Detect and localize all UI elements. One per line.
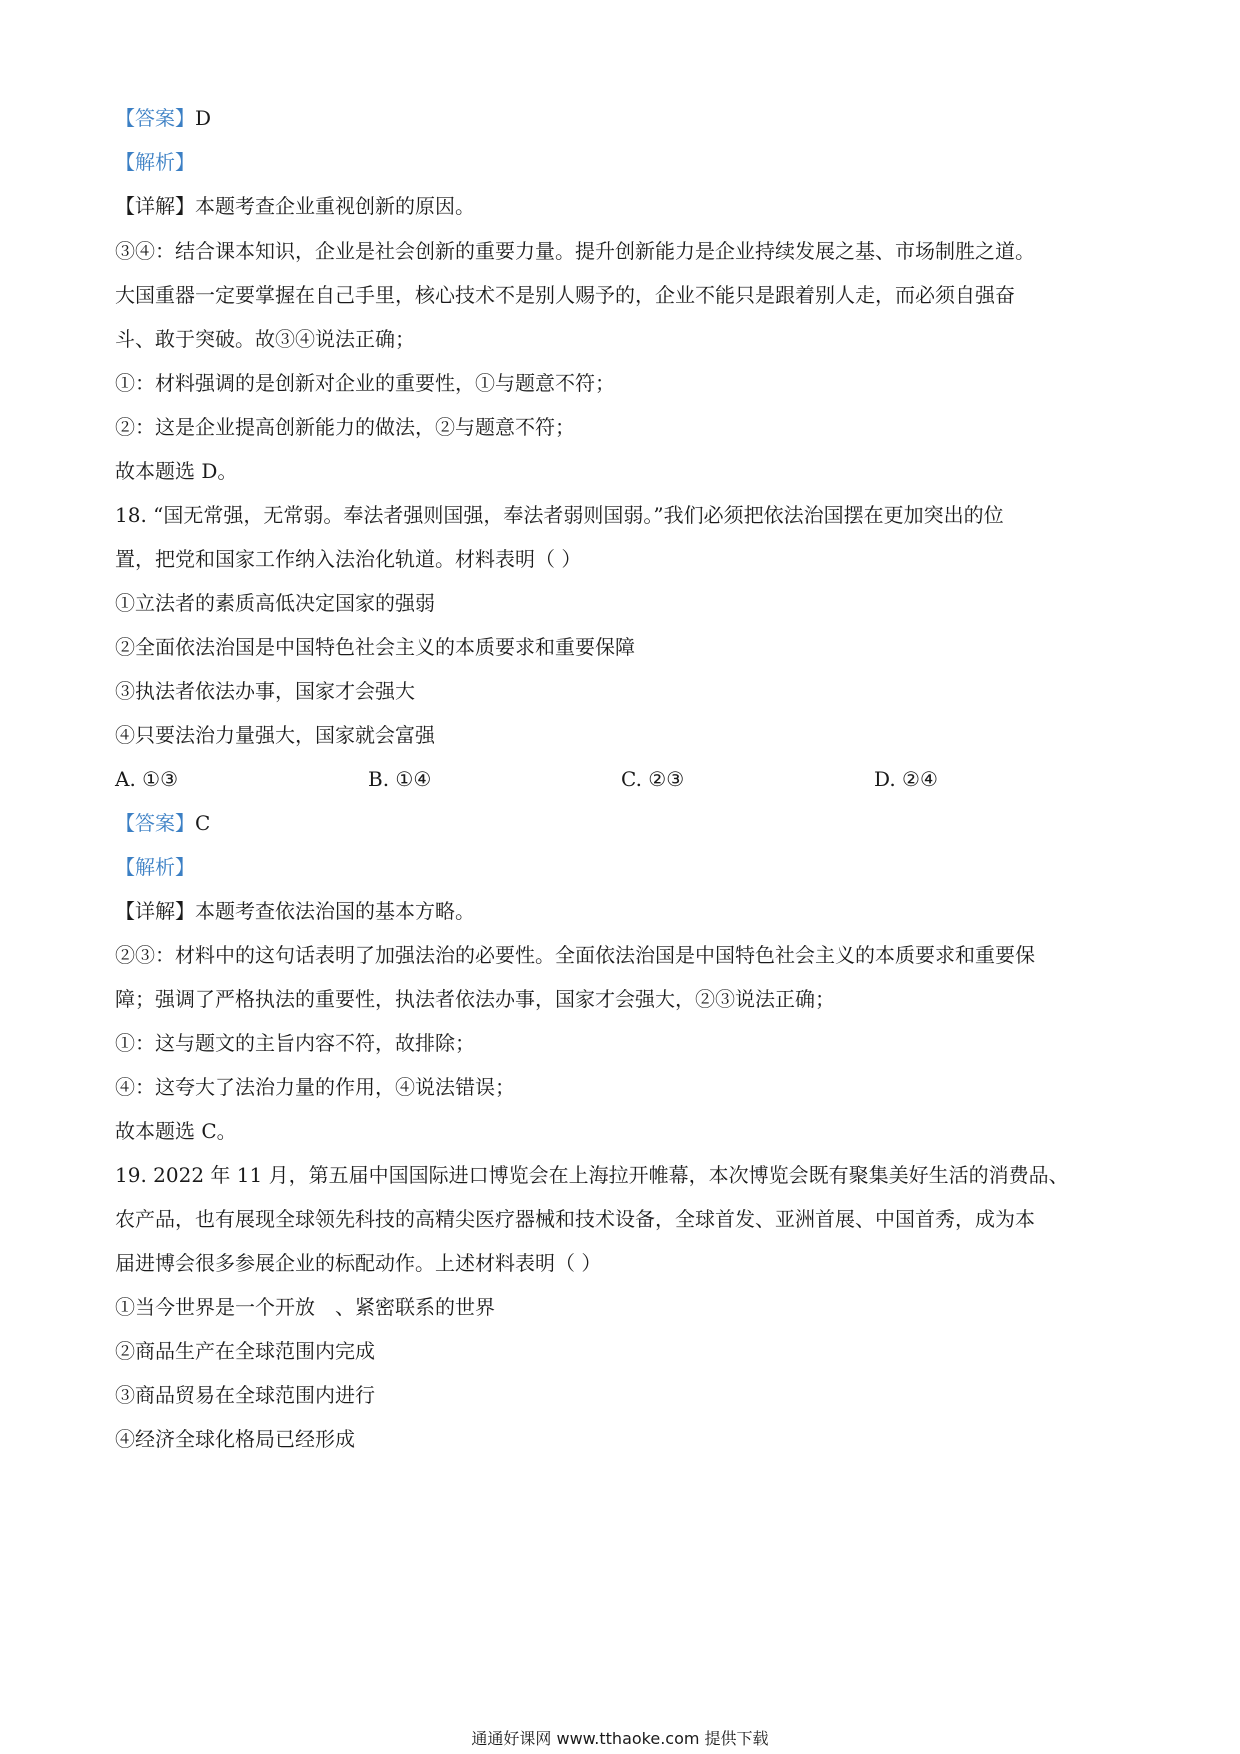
q18-stem: 18. “国无常强，无常弱。奉法者强则国强，奉法者弱则国弱。”我们必须把依法治国摆在更加突出的位 (115, 503, 1004, 527)
q18-line: 故本题选 C。 (115, 1119, 237, 1143)
q17-line: 斗、敢于突破。故③④说法正确； (115, 327, 415, 351)
q18-statement: ①立法者的素质高低决定国家的强弱 (115, 591, 435, 615)
q17-line: 故本题选 D。 (115, 459, 238, 483)
q17-line: ③④：结合课本知识，企业是社会创新的重要力量。提升创新能力是企业持续发展之基、市场制胜之道。 (115, 239, 1035, 263)
detail-tag: 【详解】 (115, 899, 195, 923)
option-b: B. ①④ (368, 767, 432, 791)
option-c: C. ②③ (621, 767, 685, 791)
q18-stem: 置，把党和国家工作纳入法治化轨道。材料表明（ ） (115, 547, 582, 571)
page-footer: 通通好课网 www.tthaoke.com 提供下载 (471, 1729, 769, 1748)
q19-statement: ①当今世界是一个开放 、紧密联系的世界 (115, 1295, 495, 1319)
q17-line: ②：这是企业提高创新能力的做法，②与题意不符； (115, 415, 575, 439)
answer-value: D (195, 106, 212, 130)
answer-tag: 【答案】 (115, 811, 195, 835)
q18-answer (115, 809, 1125, 837)
q19-stem: 届进博会很多参展企业的标配动作。上述材料表明（ ） (115, 1251, 602, 1275)
q17-detail (115, 192, 1125, 220)
detail-text: 本题考查企业重视创新的原因。 (195, 194, 475, 218)
answer-value: C (195, 811, 211, 835)
q18-line: ②③：材料中的这句话表明了加强法治的必要性。全面依法治国是中国特色社会主义的本质要求和重要保 (115, 943, 1035, 967)
q18-statement: ④只要法治力量强大，国家就会富强 (115, 723, 435, 747)
q18-line: ①：这与题文的主旨内容不符，故排除； (115, 1031, 475, 1055)
option-d: D. ②④ (874, 767, 938, 791)
q17-line: ①：材料强调的是创新对企业的重要性，①与题意不符； (115, 371, 615, 395)
q19-stem: 19. 2022 年 11 月，第五届中国国际进口博览会在上海拉开帷幕，本次博览会既有聚集美好生活的消费品、 (115, 1163, 1069, 1187)
q18-line: ④：这夸大了法治力量的作用，④说法错误； (115, 1075, 515, 1099)
q18-analysis-tag: 【解析】 (115, 855, 195, 879)
q19-stem: 农产品，也有展现全球领先科技的高精尖医疗器械和技术设备，全球首发、亚洲首展、中国首秀，成为本 (115, 1207, 1035, 1231)
answer-tag: 【答案】 (115, 106, 195, 130)
option-a: A. ①③ (115, 767, 179, 791)
detail-tag: 【详解】 (115, 194, 195, 218)
q18-line: 障；强调了严格执法的重要性，执法者依法办事，国家才会强大，②③说法正确； (115, 987, 835, 1011)
q19-statement: ④经济全球化格局已经形成 (115, 1427, 355, 1451)
q18-statement: ③执法者依法办事，国家才会强大 (115, 679, 415, 703)
q19-statement: ②商品生产在全球范围内完成 (115, 1339, 375, 1363)
detail-text: 本题考查依法治国的基本方略。 (195, 899, 475, 923)
q19-statement: ③商品贸易在全球范围内进行 (115, 1383, 375, 1407)
q17-analysis-tag: 【解析】 (115, 150, 195, 174)
q17-line: 大国重器一定要掌握在自己手里，核心技术不是别人赐予的，企业不能只是跟着别人走，而必须自强奋 (115, 283, 1015, 307)
q18-detail (115, 897, 1125, 925)
q18-statement: ②全面依法治国是中国特色社会主义的本质要求和重要保障 (115, 635, 635, 659)
q17-answer (115, 104, 1125, 132)
